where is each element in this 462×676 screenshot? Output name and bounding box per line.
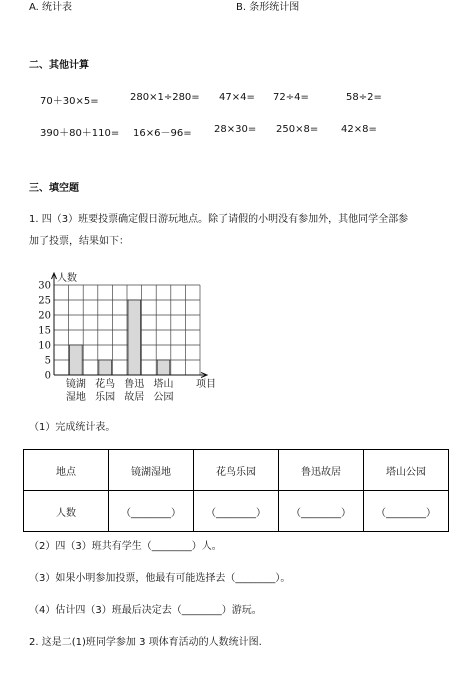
y-tick-label: 15	[38, 325, 51, 337]
x-tick-label: 镜湖	[65, 379, 86, 390]
calc-item: 16×6－96=	[133, 128, 192, 139]
calc-item: 280×1÷280=	[130, 92, 200, 103]
calc-item: 58÷2=	[346, 92, 382, 103]
x-tick-label: 乐园	[95, 392, 116, 403]
calc-item: 72÷4=	[273, 92, 309, 103]
answer-blank-text: （________）	[206, 507, 266, 519]
table-header-cell: 地点	[24, 450, 109, 491]
option-a: A. 统计表	[29, 2, 73, 13]
y-tick-label: 0	[44, 370, 51, 382]
subquestion-1: （1）完成统计表。	[29, 422, 116, 433]
table-header-row	[24, 450, 449, 491]
answer-blank-text: （________）	[121, 507, 181, 519]
chart-bar	[128, 300, 141, 375]
subquestion-2: （2）四（3）班共有学生（________）人。	[29, 541, 222, 552]
section3-title: 三、填空题	[29, 183, 79, 194]
answer-blank[interactable]	[279, 491, 364, 532]
x-tick-label: 鲁迅	[124, 379, 145, 390]
calc-item: 70＋30×5=	[40, 96, 99, 107]
x-tick-label: 故居	[124, 392, 145, 403]
x-tick-label: 湿地	[65, 392, 86, 403]
vote-bar-chart	[34, 270, 219, 410]
table-row-label: 人数	[24, 491, 109, 532]
y-tick-label: 20	[38, 310, 51, 322]
chart-bar	[157, 360, 170, 375]
calc-item: 390＋80＋110=	[40, 128, 120, 139]
x-tick-label: 花鸟	[95, 379, 116, 390]
table-header-cell: 镜湖湿地	[109, 450, 194, 491]
table-header-cell: 塔山公园	[364, 450, 449, 491]
y-tick-label: 30	[38, 280, 51, 292]
chart-bar	[99, 360, 112, 375]
answer-blank[interactable]	[109, 491, 194, 532]
y-tick-label: 10	[38, 340, 51, 352]
x-axis-label: 项目	[196, 379, 216, 390]
chart-bar	[70, 345, 83, 375]
y-tick-label: 25	[38, 295, 51, 307]
section2-title: 二、其他计算	[29, 60, 89, 71]
answer-blank-text: （________）	[291, 507, 351, 519]
question1-text-line2: 加了投票，结果如下：	[29, 236, 129, 247]
calc-item: 28×30=	[214, 124, 257, 135]
vote-table	[23, 449, 449, 532]
x-tick-label: 塔山	[153, 379, 174, 390]
table-row	[24, 491, 449, 532]
table-header-cell: 花鸟乐园	[194, 450, 279, 491]
calc-item: 250×8=	[276, 124, 319, 135]
question1-text-line1: 1. 四（3）班要投票确定假日游玩地点。除了请假的小明没有参加外，其他同学全部参	[29, 214, 409, 225]
answer-blank[interactable]	[364, 491, 449, 532]
answer-blank-text: （________）	[376, 507, 436, 519]
y-axis-label: 人数	[57, 273, 77, 284]
option-b: B. 条形统计图	[236, 2, 300, 13]
x-tick-label: 公园	[153, 392, 174, 403]
table-header-cell: 鲁迅故居	[279, 450, 364, 491]
calc-item: 42×8=	[341, 124, 377, 135]
calc-item: 47×4=	[219, 92, 255, 103]
subquestion-3: （3）如果小明参加投票，他最有可能选择去（________）。	[29, 573, 291, 584]
y-tick-label: 5	[44, 355, 51, 367]
answer-blank[interactable]	[194, 491, 279, 532]
question2-text: 2. 这是二(1)班同学参加 3 项体育活动的人数统计图.	[29, 637, 262, 648]
subquestion-4: （4）估计四（3）班最后决定去（________）游玩。	[29, 605, 262, 616]
